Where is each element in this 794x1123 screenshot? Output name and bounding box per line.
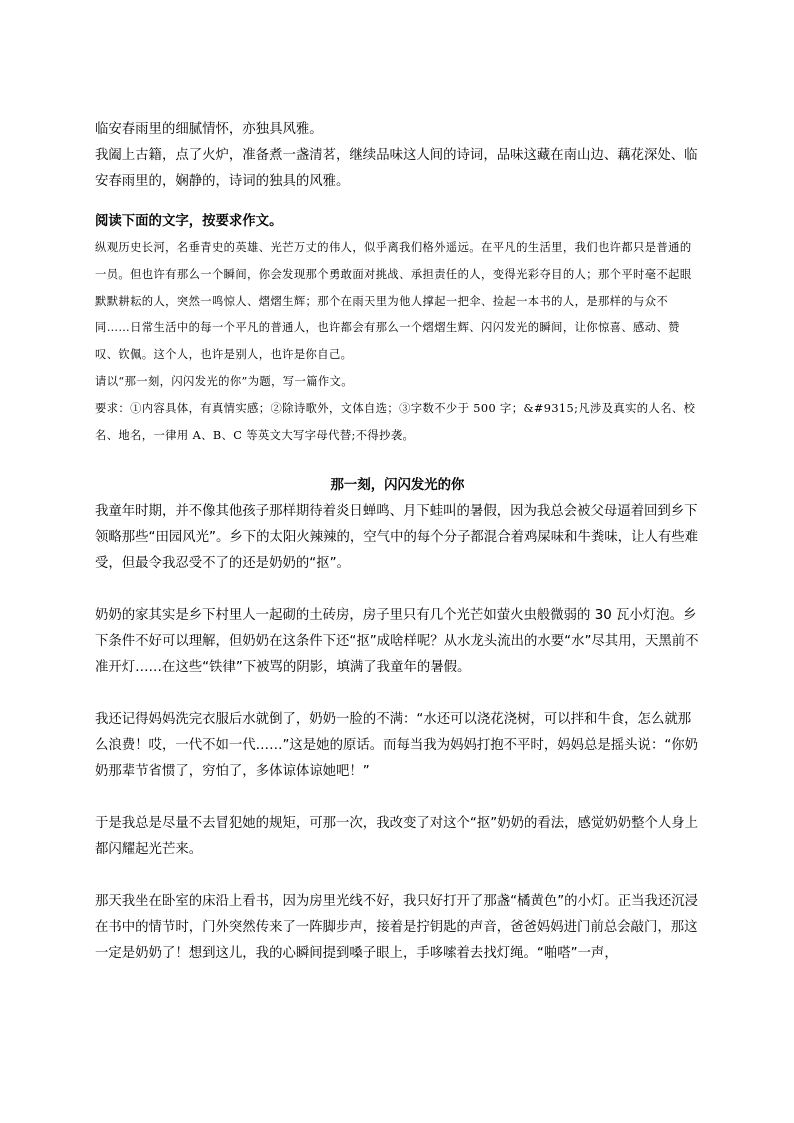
essay-paragraph-5: 那天我坐在卧室的床沿上看书，因为房里光线不好，我只好打开了那盏“橘黄色”的小灯。正当我还沉浸在书中的情节时，门外突然传来了一阵脚步声，接着是拧钥匙的声音，爸爸妈妈进门前总会敲门，那这一定是奶奶了！想到这儿，我的心瞬间提到嗓子眼上，手哆嗦着去找灯绳。“啪嗒”一声， [95, 894, 699, 962]
intro-line: 临安春雨里的细腻情怀，亦独具风雅。 [95, 122, 323, 137]
document-page [95, 117, 700, 967]
prompt-heading: 阅读下面的文字，按要求作文。 [95, 214, 283, 229]
spacer [95, 195, 700, 209]
essay-paragraph-2: 奶奶的家其实是乡下村里人一起砌的土砖房，房子里只有几个光芒如萤火虫般微弱的 30 瓦小灯泡。乡下条件不好可以理解，但奶奶在这条件下还“抠”成啥样呢？从水龙头流出的水要“水”尽其用，天黑前不准开灯……在这些“铁律”下被骂的阴影，填满了我童年的暑假。 [95, 608, 699, 676]
essay-paragraph-4: 于是我总是尽量不去冒犯她的规矩，可那一次，我改变了对这个“抠”奶奶的看法，感觉奶奶整个人身上都闪耀起光芒来。 [95, 816, 699, 858]
prompt-task: 请以“那一刻，闪闪发光的你”为题，写一篇作文。 [95, 374, 353, 388]
spacer [95, 681, 700, 707]
spacer [95, 785, 700, 811]
prompt-requirements: 要求：①内容具体，有真情实感；②除诗歌外，文体自选；③字数不少于 500 字；&#9315;凡涉及真实的人名、校名、地名，一律用 A、B、C 等英文大写字母代替;不得抄袭。 [95, 401, 696, 442]
spacer [95, 863, 700, 889]
intro-paragraph: 我阖上古籍，点了火炉，准备煮一盏清茗，继续品味这人间的诗词，品味这藏在南山边、藕花深处、临安春雨里的，娴静的，诗词的独具的风雅。 [95, 148, 698, 189]
spacer [95, 577, 700, 603]
prompt-material: 纵观历史长河，名垂青史的英雄、光芒万丈的伟人，似乎离我们格外遥远。在平凡的生活里，我们也许都只是普通的一员。但也许有那么一个瞬间，你会发现那个勇敢面对挑战、承担责任的人，变得光彩夺目的人；那个平时毫不起眼默默耕耘的人，突然一鸣惊人、熠熠生辉；那个在雨天里为他人撑起一把伞、捡起一本书的人，是那样的与众不同……日常生活中的每一个平凡的普通人，也许都会有那么一个熠熠生辉、闪闪发光的瞬间，让你惊喜、感动、赞叹、钦佩。这个人，也许是别人，也许是你自己。 [95, 241, 692, 362]
essay-title: 那一刻，闪闪发光的你 [330, 477, 465, 494]
essay-paragraph-1: 我童年时期，并不像其他孩子那样期待着炎日蝉鸣、月下蛙叫的暑假，因为我总会被父母逼着回到乡下领略那些“田园风光”。乡下的太阳火辣辣的，空气中的每个分子都混合着鸡屎味和牛粪味，让人有些难受，但最令我忍受不了的还是奶奶的“抠”。 [95, 504, 699, 572]
spacer [95, 449, 700, 471]
essay-paragraph-3: 我还记得妈妈洗完衣服后水就倒了，奶奶一脸的不满：“水还可以浇花浇树，可以拌和牛食，怎么就那么浪费！哎，一代不如一代……”这是她的原话。而每当我为妈妈打抱不平时，妈妈总是摇头说：“你奶奶那辈节省惯了，穷怕了，多体谅体谅她吧！” [95, 712, 699, 780]
